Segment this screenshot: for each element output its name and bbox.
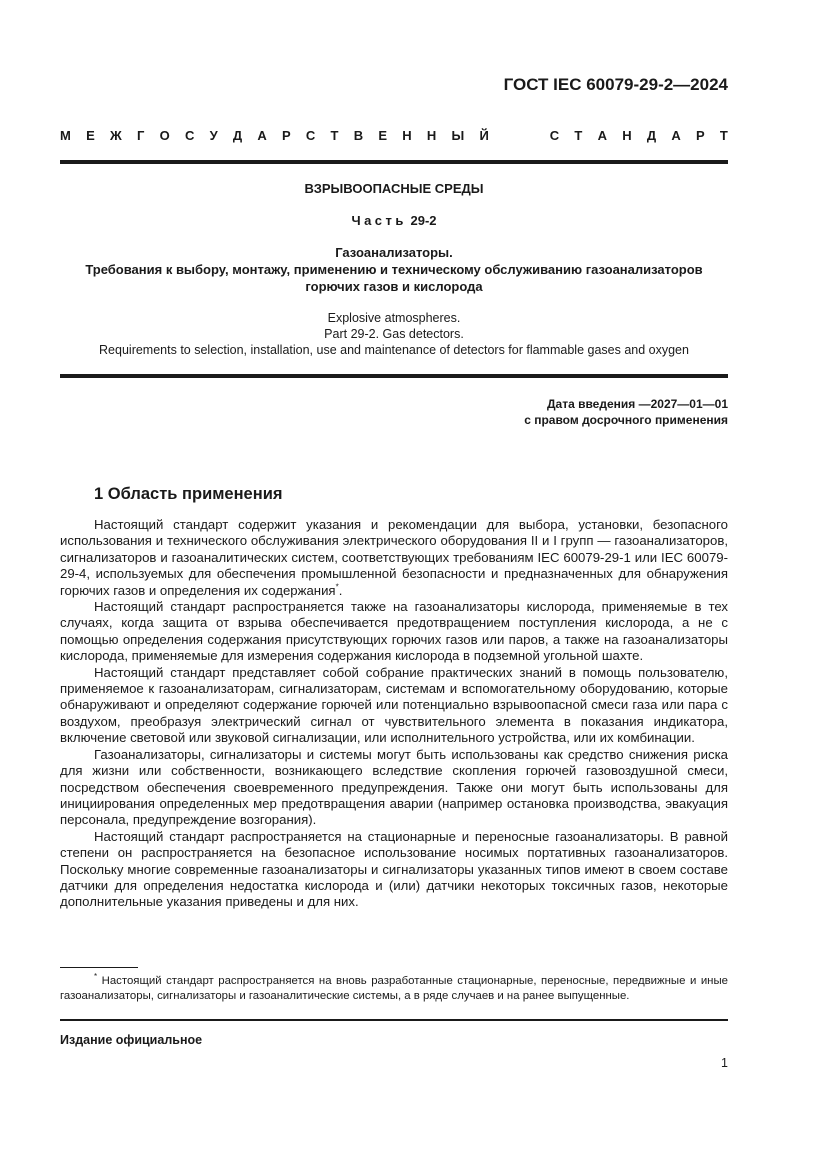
banner-letter: Ы	[451, 128, 465, 143]
banner-letter: А	[671, 128, 681, 143]
footnote	[60, 974, 728, 1004]
page-number: 1	[721, 1056, 728, 1070]
banner-letter: У	[209, 128, 218, 143]
banner-letter: М	[60, 128, 71, 143]
paragraph: Настоящий стандарт распространяется также на газоанализаторы кислорода, применяемые в тех случаях, когда защита от взрыва обеспечивается предотвращением поступления кислорода, а не с помощью определения содержания присутствующих горючих газов или паров, а также на газоанализаторы кислорода, применяемые для измерения содержания кислорода в подземной угольной шахте.	[60, 599, 728, 664]
banner-letter: О	[159, 128, 170, 143]
banner-letter: Г	[136, 128, 145, 143]
footer-divider	[60, 1019, 728, 1021]
header-divider	[60, 160, 728, 164]
banner-letter: Р	[282, 128, 291, 143]
subtitle-line-2: Требования к выбору, монтажу, применению и техническому обслуживанию газоанализаторов	[85, 262, 703, 277]
english-title-line-1: Explosive atmospheres.	[327, 311, 461, 325]
banner-letter: Ж	[109, 128, 122, 143]
subtitle-line-1: Газоанализаторы.	[335, 245, 453, 260]
banner-letter: Е	[86, 128, 95, 143]
banner-letter: С	[305, 128, 316, 143]
title-divider	[60, 374, 728, 378]
banner-letter: В	[353, 128, 364, 143]
early-application-note: с правом досрочного применения	[524, 413, 728, 427]
banner-letter: С	[549, 128, 560, 143]
footnote-body: Настоящий стандарт распространяется на вновь разработанные стационарные, переносные, передвижные и иные газоанализаторы, сигнализаторы и газоаналитические системы, а в ряде случаев и на ранее выпущенные.	[60, 975, 728, 1002]
banner-letter: Т	[719, 128, 728, 143]
subtitle-line-3: горючих газов и кислорода	[305, 279, 483, 294]
paragraph: Настоящий стандарт распространяется на стационарные и переносные газоанализаторы. В равной степени он распространяется на безопасное использование носимых портативных газоанализаторов. Поскольку многие современные газоанализаторы и сигнализаторы указанных типов имеют в своем составе датчики для определения недостатка кислорода и (или) датчики некоторых токсичных газов, некоторые дополнительные указания приведены и для них.	[60, 828, 728, 910]
paragraph-text: Настоящий стандарт содержит указания и рекомендации для выбора, установки, безопасного использования и технического обслуживания электрического оборудования II и I групп — газоанализаторов, сигнализаторов и газоаналитических систем, соответствующих требованиям IEC 60079-29-1 или IEC 60079-29-4, используемых для обеспечения промышленной безопасности и предназначенных для обнаружения горючих газов и определения их содержания	[60, 517, 728, 598]
paragraph-end: .	[338, 582, 343, 598]
banner-letter: Е	[378, 128, 388, 143]
banner-letter: Й	[479, 128, 489, 143]
banner-letter: С	[184, 128, 195, 143]
banner-letter: А	[597, 128, 607, 143]
footnote-reference: *	[335, 582, 339, 592]
footnote-text	[60, 974, 728, 1004]
part-word: Часть	[351, 213, 407, 228]
banner-letter: Р	[695, 128, 705, 143]
subtitle	[60, 244, 728, 295]
standard-title: ВЗРЫВООПАСНЫЕ СРЕДЫ	[304, 181, 484, 196]
banner-letter: Д	[232, 128, 243, 143]
english-title-line-2: Part 29-2. Gas detectors.	[324, 327, 464, 341]
edition-label: Издание официальное	[60, 1033, 203, 1047]
banner-letter: А	[257, 128, 267, 143]
english-title-line-3: Requirements to selection, installation, use and maintenance of detectors for flammable gases and oxygen	[99, 343, 689, 357]
banner-letter: Д	[646, 128, 657, 143]
footnote-mark: *	[94, 972, 98, 982]
paragraph: Настоящий стандарт представляет собой собрание практических знаний в помощь пользователю, применяемое к газоанализаторам, сигнализаторам, системам и вспомогательному оборудованию, которые обнаруживают и определяют содержание горючей или потенциально взрывоопасной смеси газа или пара с воздухом, преобразуя электрический сигнал от чувствительного элемента в показания индикатора, включение световой или звуковой сигнализации, или исполнительного устройства, или их комбинации.	[60, 664, 728, 746]
title-block	[60, 181, 728, 295]
banner-letter: Н	[622, 128, 632, 143]
banner-letter: Т	[330, 128, 339, 143]
introduction-date-line: Дата введения —2027—01—01	[546, 397, 728, 411]
section-heading: 1 Область применения	[94, 485, 283, 503]
part-label	[60, 213, 728, 228]
paragraph: Газоанализаторы, сигнализаторы и системы могут быть использованы как средство снижения риска для жизни или собственности, возникающего вследствие скопления горючей газовоздушной смеси, посредством обеспечения своевременного предупреждения. Также они могут быть использованы для инициирования определенных мер предотвращения аварии (например остановка производства, эвакуация персонала, предупреждение возгорания).	[60, 746, 728, 828]
banner-letter: Т	[574, 128, 583, 143]
banner-letter: Н	[426, 128, 437, 143]
banner-letter: Н	[402, 128, 412, 143]
section-body	[60, 517, 728, 911]
introduction-date	[524, 396, 728, 428]
part-number: 29-2	[410, 213, 437, 228]
english-title	[60, 310, 728, 358]
document-number: ГОСТ IEC 60079-29-2—2024	[503, 75, 728, 94]
footnote-separator	[60, 967, 138, 968]
paragraph	[60, 517, 728, 599]
interstate-standard-banner	[60, 128, 728, 143]
